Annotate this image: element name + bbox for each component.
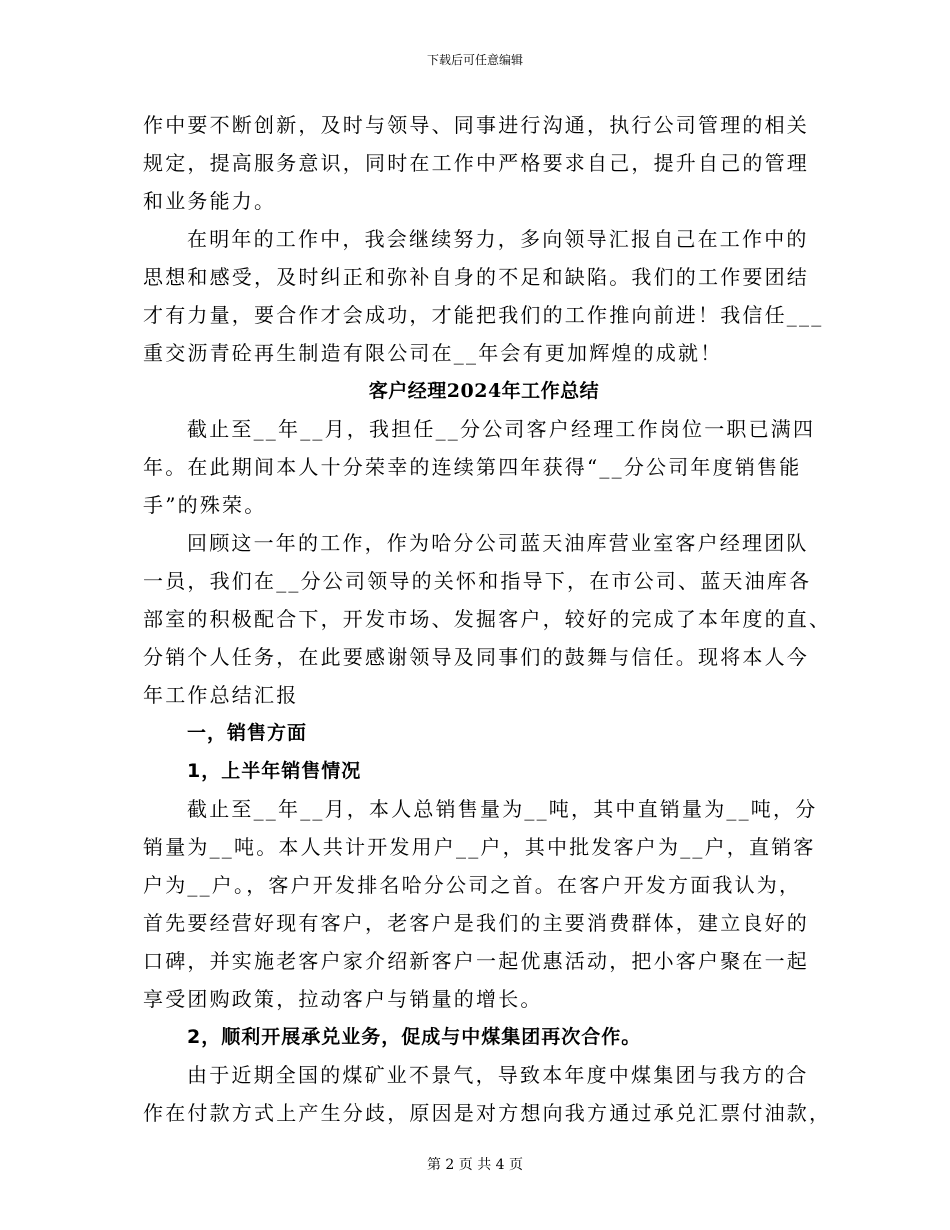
text-line: 重交沥青砼再生制造有限公司在__年会有更加辉煌的成就！ (143, 341, 723, 365)
text-line: 作中要不断创新，及时与领导、同事进行沟通，执行公司管理的相关 (143, 113, 809, 137)
subheading: 1，上半年销售情况 (187, 760, 362, 782)
text-line: 截止至__年__月，我担任__分公司客户经理工作岗位一职已满四 (187, 417, 816, 441)
text-line: 截止至__年__月，本人总销售量为__吨，其中直销量为__吨，分 (187, 797, 818, 821)
text-line: 思想和感受，及时纠正和弥补自身的不足和缺陷。我们的工作要团结 (143, 265, 809, 289)
text-line: 由于近期全国的煤矿业不景气，导致本年度中煤集团与我方的合 (187, 1063, 809, 1087)
text-line: 和业务能力。 (143, 189, 277, 213)
text-line: 部室的积极配合下，开发市场、发掘客户，较好的完成了本年度的直、 (143, 607, 832, 631)
text-line: 手”的殊荣。 (143, 493, 267, 517)
text-line: 在明年的工作中，我会继续努力，多向领导汇报自己在工作中的 (187, 227, 809, 251)
text-line: 口碑，并实施老客户家介绍新客户一起优惠活动，把小客户聚在一起 (143, 949, 809, 973)
text-line: 年工作总结汇报 (143, 683, 299, 707)
section-title: 客户经理2024年工作总结 (368, 380, 600, 402)
text-line: 首先要经营好现有客户，老客户是我们的主要消费群体，建立良好的 (143, 911, 809, 935)
text-line: 一员，我们在__分公司领导的关怀和指导下，在市公司、蓝天油库各 (143, 569, 812, 593)
subheading: 一，销售方面 (187, 722, 308, 744)
subheading: 2，顺利开展承兑业务，促成与中煤集团再次合作。 (187, 1026, 642, 1048)
text-line: 规定，提高服务意识，同时在工作中严格要求自己，提升自己的管理 (143, 151, 809, 175)
text-line: 回顾这一年的工作，作为哈分公司蓝天油库营业室客户经理团队 (187, 531, 809, 555)
text-line: 户为__户。，客户开发排名哈分公司之首。在客户开发方面我认为， (143, 873, 802, 897)
document-body (143, 106, 832, 1132)
text-line: 享受团购政策，拉动客户与销量的增长。 (143, 987, 543, 1011)
text-line: 年。在此期间本人十分荣幸的连续第四年获得“__分公司年度销售能 (143, 455, 802, 479)
page-header: 下载后可任意编辑 (426, 53, 523, 67)
text-line: 才有力量，要合作才会成功，才能把我们的工作推向前进！我信任___ (143, 303, 824, 327)
text-line: 作在付款方式上产生分歧，原因是对方想向我方通过承兑汇票付油款， (143, 1101, 832, 1125)
text-line: 分销个人任务，在此要感谢领导及同事们的鼓舞与信任。现将本人今 (143, 645, 809, 669)
text-line: 销量为__吨。本人共计开发用户__户，其中批发客户为__户，直销客 (143, 835, 816, 859)
page-footer: 第 2 页 共 4 页 (426, 1157, 524, 1173)
